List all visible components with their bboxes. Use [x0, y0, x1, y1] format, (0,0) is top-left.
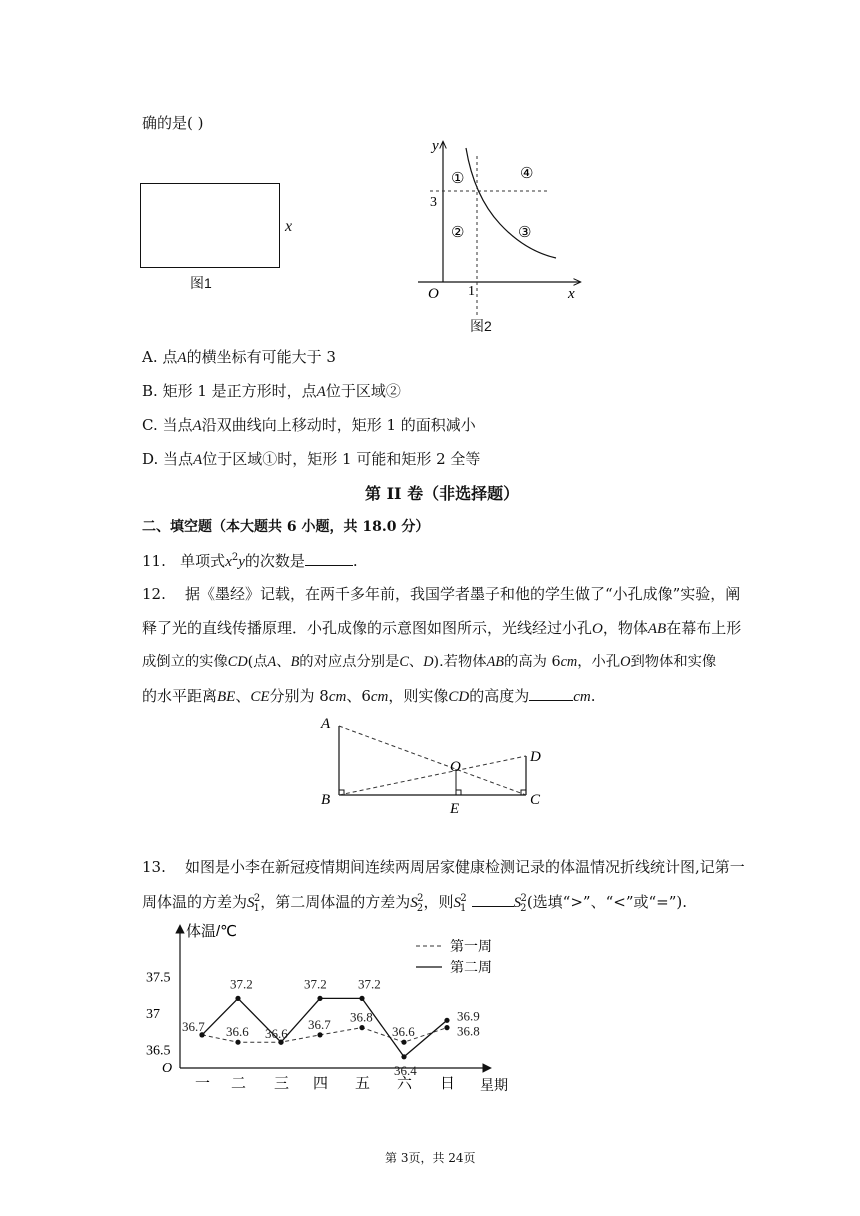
question-12-line-1: [142, 587, 740, 602]
option-c: [142, 418, 476, 434]
question-text: ，物体: [602, 619, 648, 637]
series-2-point: [235, 996, 240, 1001]
label-d: D: [530, 749, 541, 765]
math-unit: cm: [328, 689, 347, 705]
region-1: ①: [451, 171, 465, 187]
math-exponent: 2: [231, 552, 239, 563]
page-footer: 第 3页，共 24页: [385, 1151, 476, 1165]
option-var: A: [193, 452, 203, 468]
question-text: ，第二周体温的方差为: [260, 893, 411, 911]
question-text: 、: [235, 687, 251, 705]
question-text: 、: [408, 654, 424, 670]
x-tick-label: 三: [274, 1076, 290, 1092]
x-tick-label: 二: [231, 1076, 247, 1092]
question-text: 的次数是: [244, 552, 305, 570]
x-tick-label: 日: [440, 1076, 456, 1092]
label-b: B: [321, 792, 331, 808]
ray-ac: [339, 726, 526, 795]
question-number: 13.: [142, 858, 166, 876]
region-3: ③: [518, 225, 532, 241]
x-tick-label: 四: [313, 1076, 329, 1092]
answer-blank[interactable]: [305, 564, 353, 566]
region-2: ②: [451, 225, 465, 241]
math-var: S: [513, 895, 522, 911]
answer-blank[interactable]: [529, 699, 573, 701]
data-label-week-1: 36.6: [392, 1024, 415, 1040]
math-subscript: 2: [520, 903, 527, 914]
x-tick-label: 六: [397, 1076, 413, 1092]
question-text: 到物体和实像: [630, 654, 717, 670]
option-var: A: [192, 418, 202, 434]
math-var: S: [410, 895, 418, 911]
math-unit: cm: [560, 654, 578, 670]
section-2-title: 二、填空题（本大题共 6 小题，共 18.0 分）: [142, 519, 430, 535]
part-2-title: 第 II 卷（非选择题）: [365, 484, 520, 503]
question-text: (选填“>”、“<”或“=”).: [526, 893, 688, 911]
question-12-line-2: [142, 621, 741, 637]
data-label-week-2: 37.2: [358, 976, 381, 992]
series-2-point: [359, 996, 364, 1001]
figure-2-caption: 图2: [470, 318, 492, 334]
chart-origin: O: [162, 1061, 173, 1076]
figure-1-side-label: x: [285, 218, 293, 235]
option-text: 矩形 1 是正方形时，点: [162, 382, 317, 400]
question-text: 、: [276, 654, 291, 670]
option-text: 当点: [163, 450, 194, 468]
option-d: [142, 452, 480, 468]
question-text: 周体温的方差为: [142, 893, 248, 911]
figure-2-hyperbola: [410, 136, 590, 336]
math-unit: cm: [370, 689, 389, 705]
temperature-line-chart: [140, 918, 530, 1100]
question-text: 的水平距离: [142, 687, 218, 705]
math-exponent: 2: [520, 893, 527, 904]
question-text: ).若物体: [433, 654, 487, 670]
x-axis-label: x: [568, 286, 575, 302]
series-2-point: [444, 1018, 449, 1023]
x-tick-label: 五: [355, 1076, 371, 1092]
data-label-week-1: 36.7: [308, 1016, 331, 1032]
option-var: A: [177, 350, 187, 366]
option-text: 位于区域②: [325, 382, 401, 400]
question-13-line-1: [142, 860, 745, 875]
question-text: 释了光的直线传播原理．小孔成像的示意图如图所示，光线经过小孔: [142, 619, 593, 637]
math-var: y: [238, 554, 245, 570]
origin-label: O: [428, 286, 439, 302]
question-text: 在幕布上形: [666, 619, 742, 637]
question-number: 11.: [142, 552, 166, 570]
y-tick-label: 36.5: [146, 1043, 171, 1059]
legend-label-week-2: 第二周: [450, 959, 492, 975]
x-tick-label: 一: [195, 1076, 211, 1092]
option-text: 位于区域①时，矩形 1 可能和矩形 2 全等: [202, 450, 481, 468]
math-var: CD: [227, 654, 248, 670]
question-12-line-3: [142, 655, 716, 669]
question-text: 的高度为: [469, 687, 530, 705]
math-var: D: [423, 654, 434, 670]
math-var: O: [620, 654, 631, 670]
chart-x-label: 星期: [480, 1077, 508, 1093]
math-unit: cm: [573, 689, 591, 705]
tick-x-1: 1: [468, 284, 475, 299]
question-text: (点: [247, 654, 268, 670]
question-text: ，小孔: [577, 654, 621, 670]
figure-1-rectangle: [140, 183, 280, 268]
data-label-week-2: 37.2: [304, 976, 327, 992]
math-exponent: 2: [253, 893, 261, 904]
math-subscript: 1: [253, 903, 260, 914]
question-text: 成倒立的实像: [142, 654, 228, 670]
math-subscript: 1: [460, 903, 467, 914]
option-letter: C.: [142, 416, 158, 434]
question-text: 分别为 8: [269, 687, 329, 705]
label-o: O: [450, 759, 461, 775]
data-label-week-1: 36.8: [457, 1023, 480, 1039]
series-1-point: [444, 1025, 449, 1030]
hyperbola-curve: [466, 148, 556, 258]
math-var: C: [399, 654, 409, 670]
label-a: A: [321, 716, 331, 732]
chart-legend: [416, 938, 492, 975]
y-axis-label: y: [432, 138, 439, 154]
option-text: 点: [162, 348, 178, 366]
option-var: A: [316, 384, 326, 400]
question-12-line-4: [142, 689, 596, 705]
question-tail: 确的是( ): [142, 114, 204, 132]
question-text: ，则: [423, 893, 454, 911]
tick-y-3: 3: [430, 195, 437, 210]
question-text: .: [352, 552, 358, 570]
math-subscript: 2: [416, 903, 424, 914]
ray-bd: [339, 756, 526, 795]
option-b: [142, 384, 401, 400]
option-letter: D.: [142, 450, 159, 468]
series-1-point: [359, 1025, 364, 1030]
math-exponent: 2: [417, 893, 424, 904]
option-text: 沿双曲线向上移动时，矩形 1 的面积减小: [201, 416, 476, 434]
question-text: .: [590, 687, 596, 705]
option-text: 当点: [162, 416, 193, 434]
math-var: AB: [647, 621, 667, 637]
math-var: S: [247, 895, 255, 911]
data-label-week-2: 36.7: [182, 1018, 205, 1034]
math-var: A: [267, 654, 277, 670]
question-text: ，则实像: [388, 687, 449, 705]
legend-label-week-1: 第一周: [450, 938, 492, 954]
math-var: CE: [250, 689, 270, 705]
math-var: B: [290, 654, 300, 670]
y-tick-label: 37: [146, 1007, 160, 1022]
data-label-week-2: 36.6: [265, 1026, 288, 1042]
series-layer: [182, 976, 480, 1077]
series-1-point: [235, 1040, 240, 1045]
math-var: O: [592, 621, 603, 637]
pinhole-diagram: [315, 714, 555, 818]
question-13-line-2: [142, 894, 687, 914]
chart-y-label: 体温/℃: [186, 923, 238, 940]
question-text: 的对应点分别是: [299, 654, 400, 670]
option-letter: B.: [142, 382, 158, 400]
data-label-week-2: 37.2: [230, 976, 253, 992]
series-2-point: [317, 996, 322, 1001]
question-11: [142, 553, 358, 570]
question-text: 的高为 6: [504, 654, 561, 670]
series-1-point: [317, 1032, 322, 1037]
label-c: C: [530, 792, 541, 808]
data-label-week-2: 36.4: [394, 1062, 417, 1078]
question-text: 据《墨经》记载，在两千多年前，我国学者墨子和他的学生做了“小孔成像”实验，阐: [184, 585, 741, 603]
answer-blank[interactable]: [472, 905, 514, 907]
series-1-point: [401, 1040, 406, 1045]
y-tick-label: 37.5: [146, 970, 171, 986]
math-var: BE: [217, 689, 236, 705]
series-2-point: [401, 1054, 406, 1059]
right-angle-e: [456, 790, 461, 795]
data-label-week-1: 36.8: [350, 1009, 373, 1025]
question-text: 、6: [346, 687, 371, 705]
math-var: AB: [486, 654, 505, 670]
math-var: S: [453, 895, 462, 911]
figure-1-caption: 图1: [190, 275, 212, 291]
data-label-week-2: 36.9: [457, 1008, 480, 1024]
option-a: [142, 350, 336, 366]
data-label-week-1: 36.6: [226, 1024, 249, 1040]
option-text: 的横坐标有可能大于 3: [186, 348, 336, 366]
y-tick-labels: [146, 971, 171, 1059]
math-var: CD: [448, 689, 470, 705]
question-text: 如图是小李在新冠疫情期间连续两周居家健康检测记录的体温情况折线统计图,记第一: [184, 858, 745, 876]
question-text: 单项式: [180, 552, 226, 570]
question-number: 12.: [142, 585, 166, 603]
math-exponent: 2: [460, 893, 467, 904]
math-var: x: [225, 554, 232, 570]
option-letter: A.: [142, 348, 158, 366]
label-e: E: [450, 801, 460, 817]
region-4: ④: [520, 166, 534, 182]
